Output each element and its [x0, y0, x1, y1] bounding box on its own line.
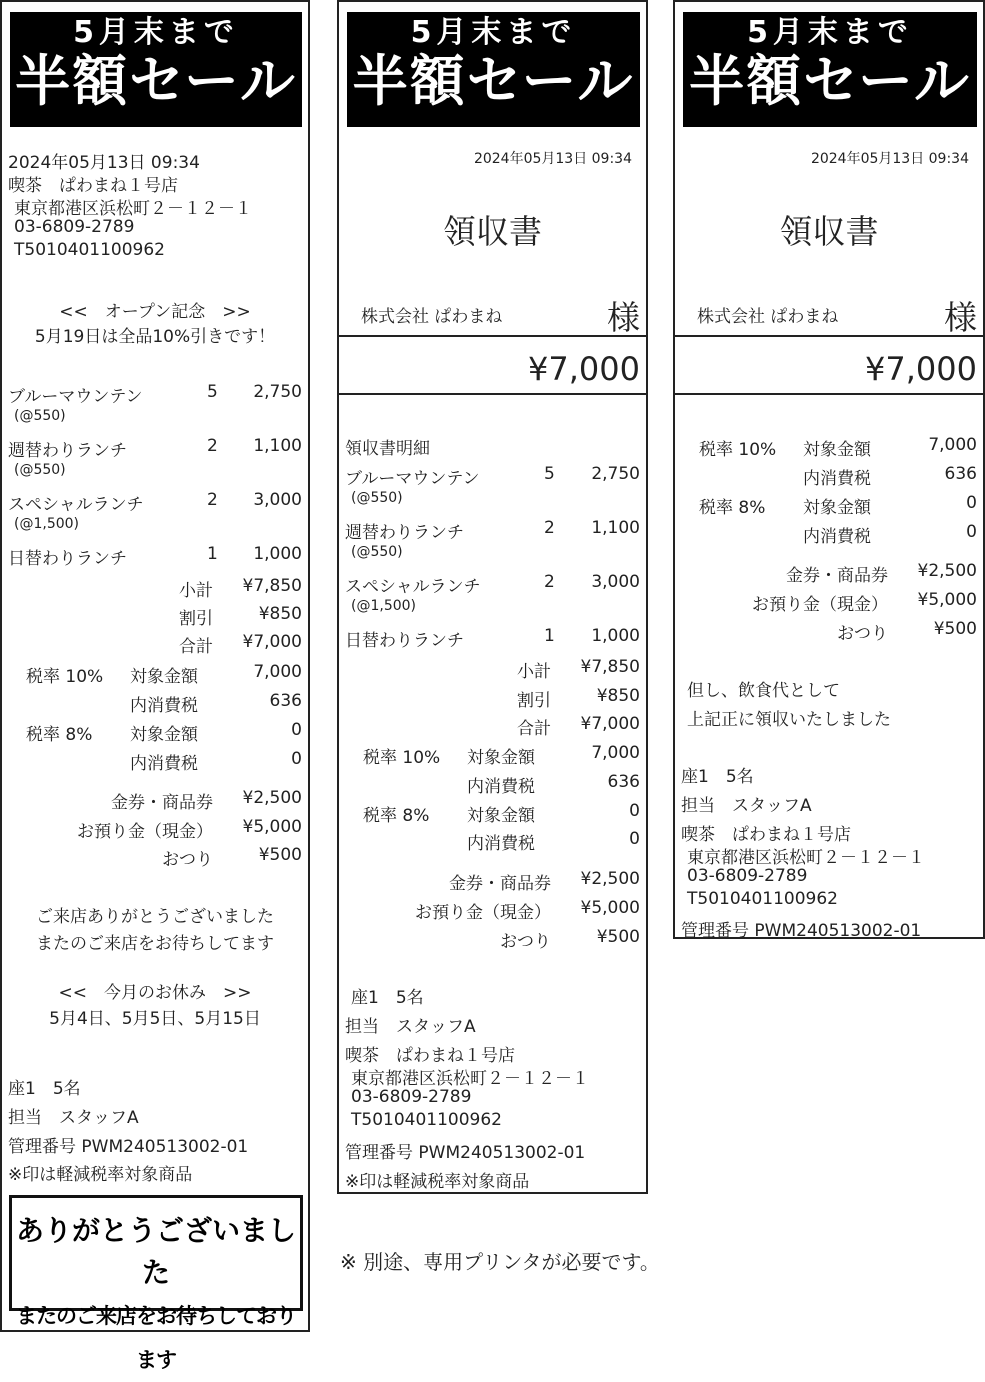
divider	[339, 393, 646, 395]
item-name: 日替わりランチ	[8, 549, 127, 569]
sale-banner	[10, 12, 302, 127]
management-number: 管理番号 PWM240513002-01	[345, 1143, 586, 1163]
cash-value: ¥5,000	[580, 898, 640, 918]
subtotal-value: ¥7,850	[242, 576, 302, 596]
proviso-line-1: 但し、飲食代として	[687, 681, 840, 701]
registration-number: T5010401100962	[687, 889, 838, 909]
printer-note: ※ 別途、専用プリンタが必要です。	[340, 1250, 660, 1274]
change-value: ¥500	[596, 927, 640, 947]
banner-line-1: 5月末まで	[747, 15, 913, 50]
tax-incl-label: 内消費税	[467, 834, 535, 854]
voucher-label: 金券・商品券	[449, 874, 551, 894]
receipt-1	[0, 0, 310, 1372]
honorific: 様	[607, 298, 640, 337]
item-qty: 2	[207, 436, 218, 456]
item-price: 1,100	[253, 436, 302, 456]
item-qty: 2	[544, 518, 555, 538]
detail-header: 領収書明細	[345, 439, 430, 459]
subtotal-label: 小計	[179, 581, 213, 601]
tax-target-label: 対象金額	[803, 498, 871, 518]
item-unit-price: (@1,500)	[14, 516, 80, 532]
banner-line-2: 半額セール	[689, 49, 971, 113]
banner-line-1: 5月末まで	[410, 15, 577, 50]
total-label: 合計	[179, 637, 213, 657]
management-number: 管理番号 PWM240513002-01	[681, 921, 922, 941]
tax-target-label: 対象金額	[130, 667, 198, 687]
voucher-label: 金券・商品券	[111, 793, 213, 813]
tax-target-8: 0	[291, 720, 302, 740]
store-address: 東京都港区浜松町２－１２－１	[351, 1069, 589, 1089]
voucher-label: 金券・商品券	[786, 566, 888, 586]
promo-text: 5月19日は全品10%引きです！	[34, 327, 276, 347]
store-phone: 03-6809-2789	[14, 217, 135, 237]
tax-rate-10: 税率 10%	[699, 440, 777, 460]
receipt-amount: ¥7,000	[528, 350, 640, 388]
management-number: 管理番号 PWM240513002-01	[8, 1137, 249, 1157]
change-value: ¥500	[933, 619, 977, 639]
tax-incl-10: 636	[607, 772, 640, 792]
tax-incl-label: 内消費税	[130, 754, 198, 774]
reduced-tax-note: ※印は軽減税率対象商品	[345, 1172, 530, 1192]
tax-target-10: 7,000	[591, 743, 640, 763]
tax-rate-10: 税率 10%	[26, 667, 104, 687]
divider	[339, 335, 646, 337]
staff-info: 担当 スタッフA	[8, 1108, 139, 1128]
voucher-value: ¥2,500	[580, 869, 640, 889]
item-qty: 1	[544, 626, 555, 646]
tax-incl-8: 0	[291, 749, 302, 769]
item-name: スペシャルランチ	[345, 577, 481, 597]
receipt-title: 領収書	[779, 212, 879, 251]
seat-info: 座1 5名	[8, 1079, 81, 1099]
item-unit-price: (@550)	[14, 462, 66, 478]
tax-target-10: 7,000	[928, 435, 977, 455]
discount-label: 割引	[179, 609, 213, 629]
proviso-line-2: 上記正に領収いたしました	[687, 710, 891, 730]
holiday-text: 5月4日、5月5日、5月15日	[49, 1009, 261, 1029]
registration-number: T5010401100962	[351, 1110, 502, 1130]
discount-label: 割引	[517, 691, 551, 711]
item-price: 3,000	[591, 572, 640, 592]
sale-banner	[347, 12, 640, 127]
seat-info: 座1 5名	[351, 988, 424, 1008]
receipt-title: 領収書	[443, 212, 542, 251]
tax-incl-10: 636	[269, 691, 302, 711]
total-label: 合計	[517, 719, 551, 739]
item-price: 2,750	[253, 382, 302, 402]
reduced-tax-note: ※印は軽減税率対象商品	[8, 1165, 193, 1185]
customer-name: 株式会社 ぱわまね	[697, 307, 839, 327]
tax-incl-10: 636	[944, 464, 977, 484]
receipt-3	[673, 0, 985, 939]
tax-target-8: 0	[629, 801, 640, 821]
item-qty: 2	[544, 572, 555, 592]
honorific: 様	[944, 298, 977, 337]
item-qty: 5	[544, 464, 555, 484]
receipt-2	[337, 0, 648, 1194]
voucher-value: ¥2,500	[242, 788, 302, 808]
store-address: 東京都港区浜松町２－１２－１	[14, 199, 252, 219]
item-name: ブルーマウンテン	[8, 387, 143, 407]
sale-banner	[683, 12, 977, 127]
discount-value: ¥850	[596, 686, 640, 706]
receipt-amount: ¥7,000	[865, 350, 977, 388]
cash-value: ¥5,000	[242, 817, 302, 837]
customer-name: 株式会社 ぱわまね	[361, 307, 503, 327]
cash-value: ¥5,000	[917, 590, 977, 610]
store-phone: 03-6809-2789	[687, 866, 808, 886]
tax-incl-label: 内消費税	[803, 469, 871, 489]
subtotal-label: 小計	[517, 662, 551, 682]
change-label: おつり	[500, 932, 551, 952]
tax-target-10: 7,000	[253, 662, 302, 682]
thanks-line-2: またのご来店をお待ちしてます	[36, 934, 274, 954]
tax-target-label: 対象金額	[130, 725, 198, 745]
store-phone: 03-6809-2789	[351, 1087, 472, 1107]
total-value: ¥7,000	[580, 714, 640, 734]
thanks-line-1: ご来店ありがとうございました	[36, 907, 274, 927]
staff-info: 担当 スタッフA	[681, 796, 812, 816]
change-label: おつり	[162, 850, 213, 870]
discount-value: ¥850	[258, 604, 302, 624]
seat-info: 座1 5名	[681, 767, 754, 787]
change-label: おつり	[837, 624, 888, 644]
thanks-footer-box	[9, 1195, 303, 1372]
voucher-value: ¥2,500	[917, 561, 977, 581]
holiday-title: << 今月のお休み >>	[58, 983, 252, 1003]
datetime: 2024年05月13日 09:34	[473, 151, 632, 167]
cash-label: お預り金（現金）	[77, 822, 213, 842]
item-name: 日替わりランチ	[345, 631, 464, 651]
change-value: ¥500	[258, 845, 302, 865]
tax-incl-label: 内消費税	[803, 527, 871, 547]
divider	[675, 393, 983, 395]
item-qty: 5	[207, 382, 218, 402]
item-unit-price: (@1,500)	[351, 598, 417, 614]
item-price: 1,100	[591, 518, 640, 538]
item-name: 週替わりランチ	[345, 523, 464, 543]
banner-line-2: 半額セール	[15, 49, 297, 113]
store-name: 喫茶 ぱわまね１号店	[345, 1046, 515, 1066]
tax-rate-8: 税率 8%	[363, 806, 430, 826]
item-unit-price: (@550)	[351, 490, 403, 506]
footer-line-1: ありがとうございました	[15, 1214, 296, 1289]
item-price: 2,750	[591, 464, 640, 484]
store-name: 喫茶 ぱわまね１号店	[8, 176, 178, 196]
registration-number: T5010401100962	[14, 240, 165, 260]
subtotal-value: ¥7,850	[580, 657, 640, 677]
cash-label: お預り金（現金）	[415, 903, 551, 923]
tax-rate-8: 税率 8%	[26, 725, 93, 745]
item-name: スペシャルランチ	[8, 495, 144, 515]
item-price: 3,000	[253, 490, 302, 510]
item-name: ブルーマウンテン	[345, 469, 480, 489]
tax-incl-8: 0	[629, 829, 640, 849]
tax-target-label: 対象金額	[803, 440, 871, 460]
item-price: 1,000	[253, 544, 302, 564]
item-unit-price: (@550)	[351, 544, 403, 560]
tax-incl-label: 内消費税	[130, 696, 198, 716]
divider	[675, 335, 983, 337]
tax-target-label: 対象金額	[467, 748, 535, 768]
tax-target-8: 0	[966, 493, 977, 513]
tax-rate-8: 税率 8%	[699, 498, 766, 518]
item-unit-price: (@550)	[14, 408, 66, 424]
tax-incl-label: 内消費税	[467, 777, 535, 797]
tax-rate-10: 税率 10%	[363, 748, 441, 768]
banner-line-2: 半額セール	[352, 49, 635, 113]
staff-info: 担当 スタッフA	[345, 1017, 476, 1037]
cash-label: お預り金（現金）	[752, 595, 888, 615]
banner-line-1: 5月末まで	[73, 15, 239, 50]
datetime: 2024年05月13日 09:34	[8, 153, 200, 173]
item-name: 週替わりランチ	[8, 441, 127, 461]
store-name: 喫茶 ぱわまね１号店	[681, 825, 851, 845]
item-qty: 1	[207, 544, 218, 564]
footer-line-2: またのご来店をお待ちしております	[16, 1304, 296, 1372]
store-address: 東京都港区浜松町２－１２－１	[687, 848, 925, 868]
item-qty: 2	[207, 490, 218, 510]
total-value: ¥7,000	[242, 632, 302, 652]
datetime: 2024年05月13日 09:34	[810, 151, 969, 167]
tax-target-label: 対象金額	[467, 806, 535, 826]
item-price: 1,000	[591, 626, 640, 646]
tax-incl-8: 0	[966, 522, 977, 542]
promo-title: << オープン記念 >>	[59, 302, 251, 322]
